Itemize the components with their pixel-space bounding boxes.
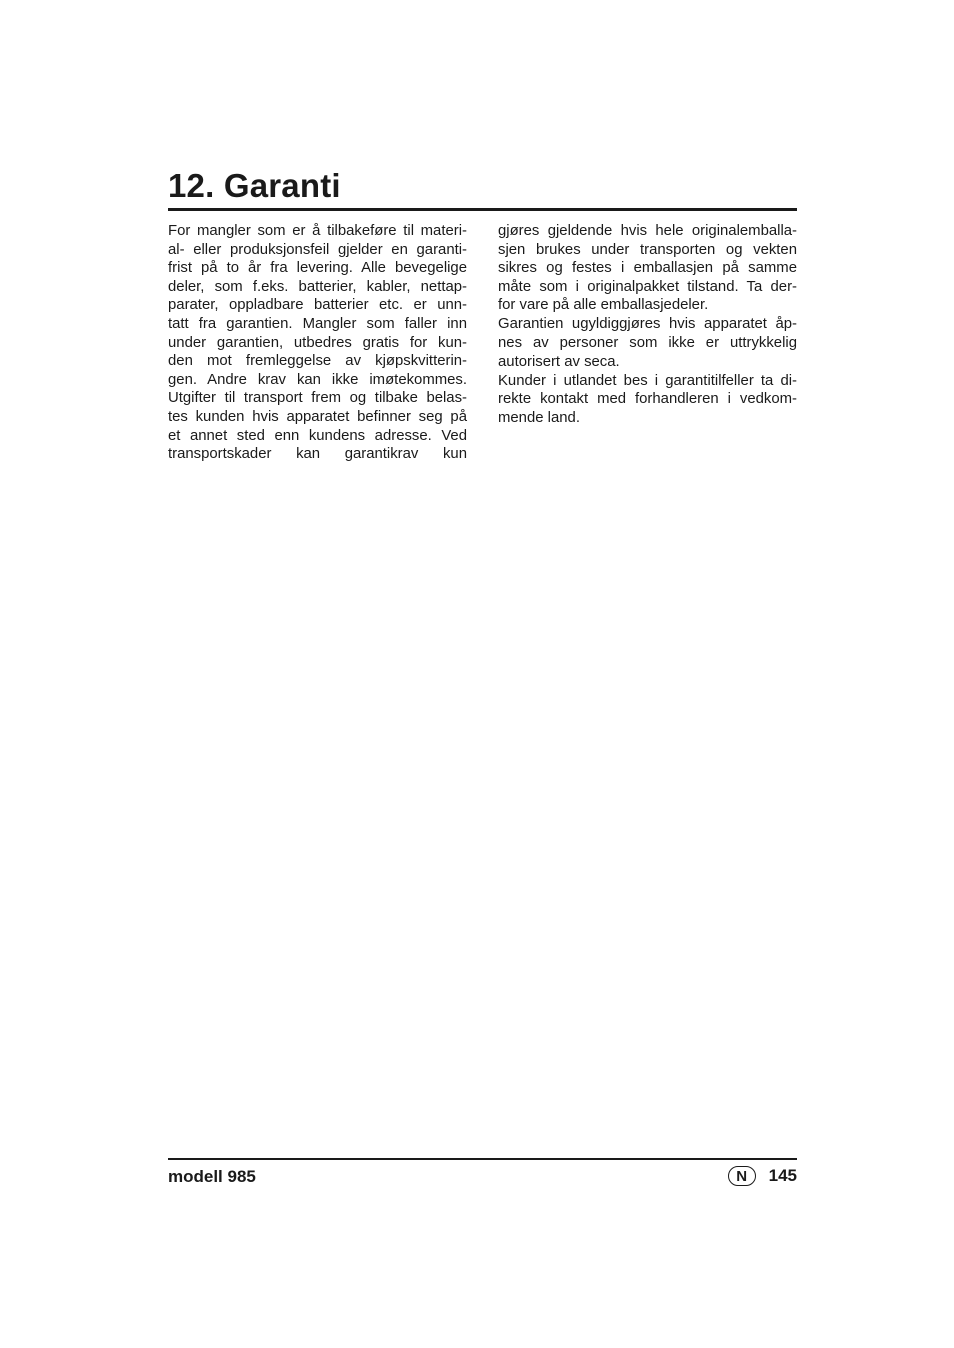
text-line: parater, oppladbare batterier etc. er unn- (168, 297, 467, 314)
text-line: rekte kontakt med forhandleren i vedkom- (498, 391, 797, 408)
text-line: for vare på alle emballasjedeler. (498, 297, 709, 314)
text-line: tes kunden hvis apparatet befinner seg på (168, 408, 467, 425)
text-line: transportskader kan garantikrav kun (168, 446, 467, 463)
text-line: den mot fremleggelse av kjøpskvitterin- (168, 353, 467, 370)
left-text-column (168, 222, 467, 464)
text-line: frist på to år fra levering. Alle bevegelige (168, 260, 467, 277)
text-line: nes av personer som ikke er uttrykkelig (498, 334, 797, 351)
text-line: sjen brukes under transporten og vekten (498, 241, 797, 258)
paragraph (498, 372, 797, 428)
text-line: deler, som f.eks. batterier, kabler, nettap- (168, 278, 467, 295)
page-title: 12. Garanti (168, 167, 341, 204)
language-badge: N (728, 1166, 756, 1186)
paragraph (168, 222, 467, 464)
text-line: sikres og festes i emballasjen på samme (498, 260, 797, 277)
text-line: For mangler som er å tilbakeføre til materi- (168, 223, 467, 239)
text-line: måte som i originalpakket tilstand. Ta der- (498, 278, 797, 295)
text-line: mende land. (498, 409, 580, 426)
page-number: 145 (768, 1166, 797, 1185)
title-divider (168, 208, 797, 211)
text-line: gjøres gjeldende hvis hele originalemballa- (498, 223, 797, 239)
footer-model-name: modell 985 (168, 1167, 256, 1186)
paragraph (498, 315, 797, 371)
text-line: Garantien ugyldiggjøres hvis apparatet åp- (498, 316, 797, 333)
text-line: et annet sted enn kundens adresse. Ved (168, 427, 467, 444)
text-line: Utgifter til transport frem og tilbake belas- (168, 390, 467, 407)
footer-page-info (728, 1165, 797, 1187)
text-line: autorisert av seca. (498, 353, 620, 370)
right-text-column (498, 222, 797, 427)
text-line: gen. Andre krav kan ikke imøtekommes. (168, 371, 467, 388)
text-line: under garantien, utbedres gratis for kun- (168, 334, 467, 351)
text-line: Kunder i utlandet bes i garantitilfeller ta di- (498, 372, 797, 389)
text-line: al- eller produksjonsfeil gjelder en garanti- (168, 241, 467, 258)
footer-divider (168, 1158, 797, 1160)
text-line: tatt fra garantien. Mangler som faller inn (168, 315, 467, 332)
paragraph (498, 222, 797, 315)
